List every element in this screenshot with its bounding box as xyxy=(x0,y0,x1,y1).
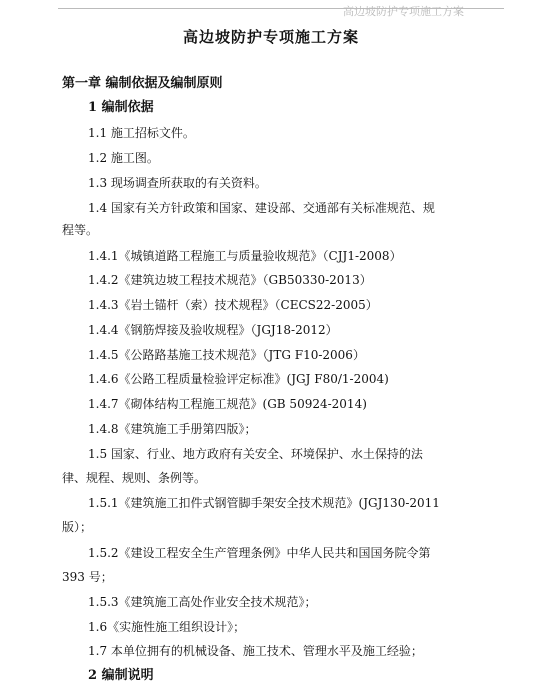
page-header-text: 高边坡防护专项施工方案 xyxy=(343,5,464,18)
section-heading: 1 编制依据 xyxy=(88,100,154,115)
paragraph-line: 393 号； xyxy=(62,570,113,584)
paragraph-line: 1.4.3《岩土锚杆（索）技术规程》（CECS22-2005） xyxy=(88,298,378,312)
section-heading: 2 编制说明 xyxy=(88,668,154,683)
page-header-rule xyxy=(58,5,504,18)
paragraph-line: 1.2 施工图。 xyxy=(88,151,159,165)
paragraph-line: 1.7 本单位拥有的机械设备、施工技术、管理水平及施工经验； xyxy=(88,644,423,658)
paragraph-line: 1.4.5《公路路基施工技术规范》（JTG F10-2006） xyxy=(88,348,365,362)
paragraph-line: 1.5.3《建筑施工高处作业安全技术规范》； xyxy=(88,595,317,609)
paragraph-line: 1.5 国家、行业、地方政府有关安全、环境保护、水土保持的法 xyxy=(88,447,423,461)
paragraph-line: 1.3 现场调查所获取的有关资料。 xyxy=(88,176,267,190)
paragraph-line: 1.4.4《钢筋焊接及验收规程》（JGJ18-2012） xyxy=(88,323,338,337)
chapter-heading: 第一章 编制依据及编制原则 xyxy=(62,76,223,91)
paragraph-line: 1.4.6《公路工程质量检验评定标准》(JGJ F80/1-2004) xyxy=(88,372,389,386)
paragraph-line: 1.6《实施性施工组织设计》； xyxy=(88,620,246,634)
paragraph-line: 1.4.8《建筑施工手册第四版》； xyxy=(88,422,257,436)
paragraph-line: 1.4.7《砌体结构工程施工规范》(GB 50924-2014) xyxy=(88,397,367,411)
paragraph-line: 1.5.1《建筑施工扣件式钢管脚手架安全技术规范》(JGJ130-2011 xyxy=(88,496,440,510)
paragraph-line: 律、规程、规则、条例等。 xyxy=(62,471,207,485)
paragraph-line: 1.4 国家有关方针政策和国家、建设部、交通部有关标准规范、规 xyxy=(88,201,435,215)
paragraph-line: 1.4.2《建筑边坡工程技术规范》（GB50330-2013） xyxy=(88,273,372,287)
document-title: 高边坡防护专项施工方案 xyxy=(182,28,359,46)
paragraph-line: 1.5.2《建设工程安全生产管理条例》中华人民共和国国务院令第 xyxy=(88,546,431,560)
paragraph-line: 1.1 施工招标文件。 xyxy=(88,126,195,140)
paragraph-line: 程等。 xyxy=(62,223,99,237)
paragraph-line: 1.4.1《城镇道路工程施工与质量验收规范》（CJJ1-2008） xyxy=(88,249,402,263)
paragraph-line: 版）； xyxy=(62,520,93,534)
